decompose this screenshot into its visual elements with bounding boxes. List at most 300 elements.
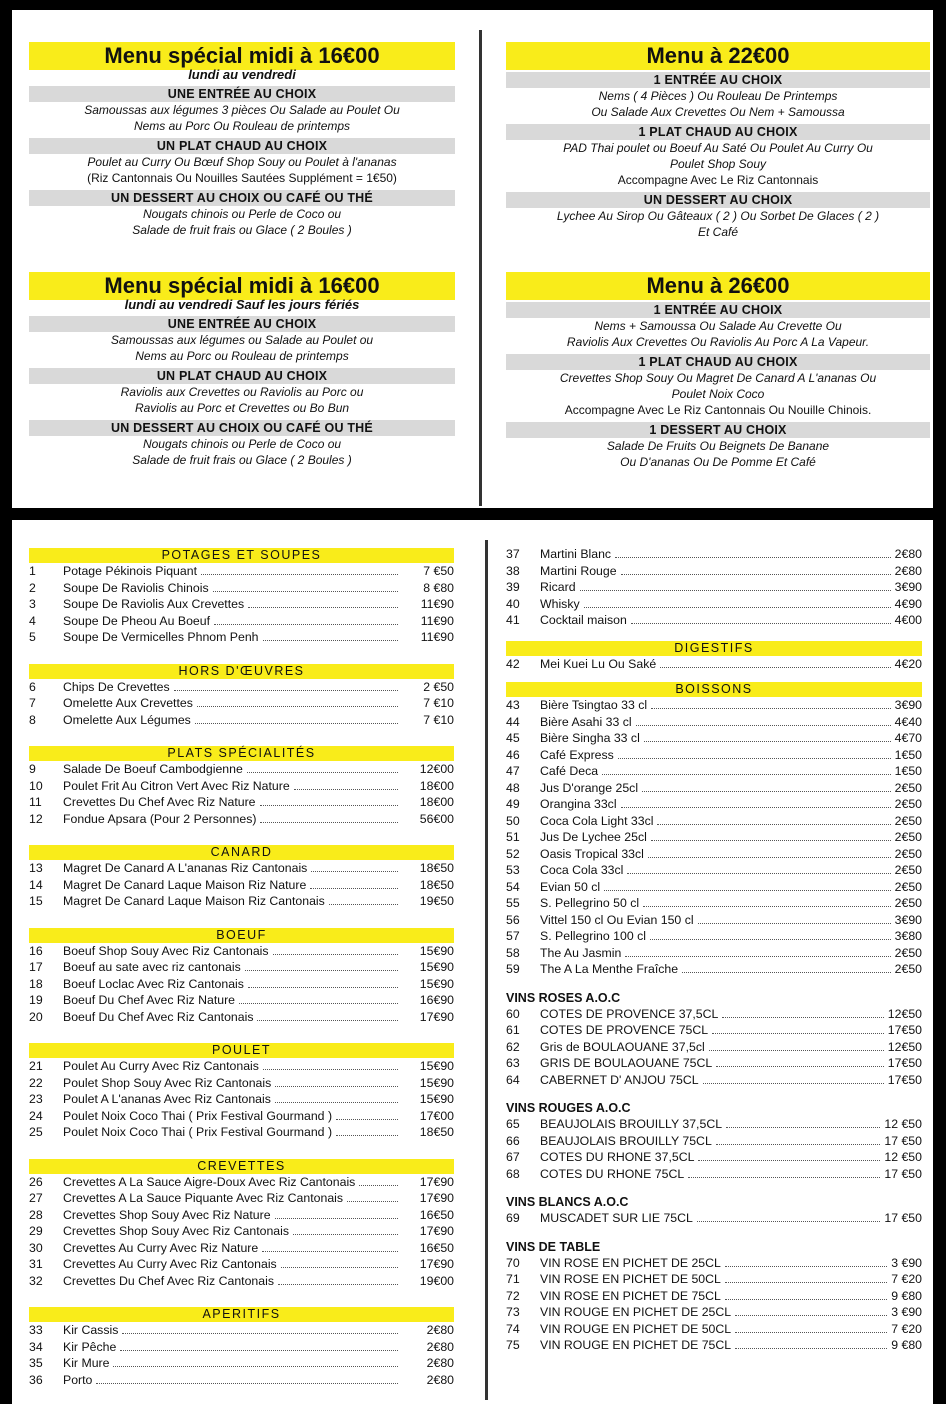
item-name: Poulet Noix Coco Thai ( Prix Festival Gourmand ) <box>63 1125 333 1139</box>
item-price: 9 €80 <box>891 1338 922 1352</box>
item-price: 15€90 <box>419 1075 454 1090</box>
item-price: 16€50 <box>419 1240 454 1255</box>
course-option-line: Nougats chinois ou Perle de Coco ou <box>142 437 342 451</box>
menu-item-row <box>506 656 922 673</box>
menu-item-row <box>29 1075 454 1092</box>
item-price: 2€80 <box>426 1356 454 1370</box>
item-number: 41 <box>506 613 520 627</box>
menu-section <box>29 1159 454 1290</box>
item-price: 17 €50 <box>884 1211 922 1225</box>
menu-midi-16-b <box>29 272 455 468</box>
item-name: Fondue Apsara (Pour 2 Personnes) <box>63 811 257 826</box>
item-name: Poulet Shop Souy Avec Riz Cantonais <box>63 1075 272 1090</box>
item-name: Vittel 150 cl Ou Evian 150 cl <box>540 912 694 927</box>
item-number: 56 <box>506 912 520 927</box>
item-number: 46 <box>506 747 520 762</box>
item-price: 2€80 <box>426 1323 454 1337</box>
dot-leader <box>621 565 891 575</box>
item-number: 71 <box>506 1272 520 1286</box>
menu-item-row <box>506 796 922 813</box>
dot-leader <box>615 548 891 558</box>
section-heading: VINS ROSES A.O.C <box>506 990 621 1005</box>
menu-item-row <box>29 1058 454 1075</box>
item-price: 12 €50 <box>884 1117 922 1131</box>
item-number: 34 <box>29 1339 43 1354</box>
item-name: VIN ROUGE EN PICHET DE 50CL <box>540 1321 732 1336</box>
dot-leader <box>213 582 398 592</box>
section-title: CREVETTES <box>29 1159 454 1174</box>
item-name: Jus D'orange 25cl <box>540 780 639 795</box>
item-number: 51 <box>506 830 520 844</box>
item-name: COTES DE PROVENCE 37,5CL <box>540 1006 719 1021</box>
item-name: Kir Mure <box>63 1356 110 1370</box>
item-number: 30 <box>29 1240 43 1255</box>
dot-leader <box>716 1135 881 1145</box>
item-name: Soupe De Raviolis Chinois <box>63 580 209 595</box>
menu-22 <box>506 42 930 240</box>
item-number: 63 <box>506 1056 520 1070</box>
item-number: 22 <box>29 1075 43 1090</box>
menu-item-row <box>506 945 922 962</box>
item-name: Kir Pêche <box>63 1339 117 1354</box>
menu-item-row <box>506 1271 922 1288</box>
dot-leader <box>281 1258 398 1268</box>
dot-leader <box>275 1093 398 1103</box>
section-heading: VINS BLANCS A.O.C <box>506 1195 629 1209</box>
menu-26 <box>506 272 930 470</box>
course-option-line: Nems ( 4 Pièces ) Ou Rouleau De Printemps <box>598 89 838 103</box>
item-number: 12 <box>29 811 43 826</box>
item-number: 31 <box>29 1257 43 1271</box>
item-name: BEAUJOLAIS BROUILLY 75CL <box>540 1133 712 1148</box>
carte-right-column <box>506 546 922 1354</box>
item-price: 2 €50 <box>423 679 454 694</box>
menu-item-row <box>506 1055 922 1072</box>
item-price: 2€50 <box>894 962 922 976</box>
section-title: HORS D'ŒUVRES <box>29 664 454 679</box>
carte-panel <box>12 520 933 1404</box>
item-price: 2€50 <box>894 780 922 795</box>
dot-leader <box>248 598 398 608</box>
item-price: 17€90 <box>419 1191 454 1205</box>
course-option-line: Lychee Au Sirop Ou Gâteaux ( 2 ) Ou Sorbet De Glaces ( 2 ) <box>556 209 880 223</box>
item-number: 58 <box>506 945 520 960</box>
item-price: 2€50 <box>894 863 922 877</box>
dot-leader <box>195 714 398 724</box>
dot-leader <box>660 658 890 668</box>
course-option-line: Raviolis aux Crevettes ou Raviolis au Porc ou <box>120 385 364 399</box>
course-heading: UN DESSERT AU CHOIX <box>506 192 930 208</box>
item-name: Coca Cola Light 33cl <box>540 813 654 828</box>
course-option-line: Nems + Samoussa Ou Salade Au Crevette Ou <box>594 319 842 333</box>
item-price: 7 €10 <box>423 696 454 710</box>
menu-item-row <box>29 563 454 580</box>
dot-leader <box>260 813 398 823</box>
item-price: 2€50 <box>894 813 922 828</box>
item-name: Bière Tsingtao 33 cl <box>540 698 648 712</box>
menu-subtitle: lundi au vendredi <box>188 67 296 82</box>
course-option-line: Nems au Porc Ou Rouleau de printemps <box>133 119 351 133</box>
item-price: 17€50 <box>887 1072 922 1087</box>
item-name: Soupe De Raviolis Aux Crevettes <box>63 597 245 611</box>
menu-section <box>506 546 922 629</box>
item-number: 7 <box>29 696 36 710</box>
item-number: 5 <box>29 630 36 644</box>
dot-leader <box>726 1118 880 1128</box>
menu-item-row <box>29 1339 454 1356</box>
item-number: 40 <box>506 596 520 611</box>
section-title: PLATS SPÉCIALITÉS <box>29 746 454 761</box>
item-number: 16 <box>29 943 43 958</box>
course-heading: 1 DESSERT AU CHOIX <box>506 422 930 438</box>
item-price: 2€80 <box>894 563 922 578</box>
item-price: 7 €20 <box>891 1272 922 1286</box>
menu-item-row <box>29 959 454 976</box>
item-price: 4€00 <box>894 613 922 627</box>
item-price: 17 €50 <box>884 1166 922 1181</box>
item-price: 17€90 <box>419 1224 454 1238</box>
item-number: 50 <box>506 813 520 828</box>
menu-section <box>506 1100 922 1182</box>
item-name: VIN ROSE EN PICHET DE 75CL <box>540 1288 721 1303</box>
item-number: 25 <box>29 1125 43 1139</box>
item-number: 27 <box>29 1191 43 1205</box>
item-name: Boeuf Du Chef Avec Riz Cantonais <box>63 1009 254 1024</box>
item-name: Boeuf Shop Souy Avec Riz Cantonais <box>63 943 269 958</box>
menu-item-row <box>29 794 454 811</box>
menu-item-row <box>506 1166 922 1183</box>
item-price: 2€50 <box>894 945 922 960</box>
item-number: 13 <box>29 861 43 875</box>
item-price: 18€50 <box>419 1125 454 1139</box>
carte-left-column <box>29 548 454 1388</box>
dot-leader <box>636 716 891 726</box>
course-option-line: Accompagne Avec Le Riz Cantonnais <box>617 173 819 187</box>
item-name: COTES DU RHONE 37,5CL <box>540 1150 695 1164</box>
course-heading: UN DESSERT AU CHOIX OU CAFÉ OU THÉ <box>29 420 455 436</box>
item-price: 4€20 <box>894 656 922 671</box>
item-name: Oasis Tropical 33cl <box>540 846 644 861</box>
dot-leader <box>648 848 891 858</box>
menu-section <box>29 845 454 910</box>
item-number: 1 <box>29 564 36 578</box>
menu-item-row <box>29 613 454 630</box>
menu-item-row <box>29 992 454 1009</box>
item-number: 43 <box>506 698 520 712</box>
item-number: 33 <box>29 1323 43 1337</box>
item-price: 15€90 <box>419 976 454 991</box>
menu-section <box>29 664 454 729</box>
course-option-line: (Riz Cantonnais Ou Nouilles Sautées Supplément = 1€50) <box>87 171 397 185</box>
menu-item-row <box>29 1190 454 1207</box>
item-name: Bière Asahi 33 cl <box>540 714 632 729</box>
dot-leader <box>275 1077 398 1087</box>
course-option-line: Samoussas aux légumes ou Salade au Poulet ou <box>110 333 374 347</box>
item-price: 11€90 <box>420 613 454 628</box>
dot-leader <box>245 961 398 971</box>
item-number: 20 <box>29 1009 43 1024</box>
item-price: 17€50 <box>887 1056 922 1070</box>
item-name: Boeuf au sate avec riz cantonais <box>63 960 241 974</box>
dot-leader <box>247 763 398 773</box>
item-number: 15 <box>29 894 43 908</box>
menu-item-row <box>506 928 922 945</box>
dot-leader <box>263 1060 398 1070</box>
item-name: S. Pellegrino 100 cl <box>540 929 646 943</box>
dot-leader <box>709 1041 884 1051</box>
menu-item-row <box>29 1256 454 1273</box>
item-name: Coca Cola 33cl <box>540 863 624 877</box>
item-number: 26 <box>29 1174 43 1189</box>
item-number: 32 <box>29 1273 43 1288</box>
item-price: 11€90 <box>420 630 454 644</box>
dot-leader <box>329 895 398 905</box>
item-price: 15€90 <box>419 1092 454 1106</box>
item-price: 4€70 <box>894 731 922 745</box>
item-name: Crevettes A La Sauce Aigre-Doux Avec Riz Cantonais <box>63 1174 356 1189</box>
item-name: MUSCADET SUR LIE 75CL <box>540 1211 693 1225</box>
item-price: 2€50 <box>894 830 922 844</box>
item-number: 64 <box>506 1072 520 1087</box>
menu-section <box>29 746 454 827</box>
item-price: 18€00 <box>419 795 454 809</box>
item-name: Boeuf Loclac Avec Riz Cantonais <box>63 976 244 991</box>
item-price: 18€50 <box>419 861 454 875</box>
course-heading: UNE ENTRÉE AU CHOIX <box>29 86 455 102</box>
dot-leader <box>725 1290 887 1300</box>
menu-item-row <box>29 1355 454 1372</box>
dot-leader <box>120 1341 398 1351</box>
dot-leader <box>698 914 891 924</box>
dot-leader <box>336 1126 398 1136</box>
dot-leader <box>651 831 891 841</box>
item-name: COTES DE PROVENCE 75CL <box>540 1023 709 1037</box>
item-price: 17 €50 <box>884 1133 922 1148</box>
dot-leader <box>239 994 398 1004</box>
section-title: POTAGES ET SOUPES <box>29 548 454 563</box>
dot-leader <box>310 879 398 889</box>
menu-item-row <box>506 546 922 563</box>
item-name: The Au Jasmin <box>540 945 622 960</box>
item-number: 67 <box>506 1150 520 1164</box>
course-heading: 1 ENTRÉE AU CHOIX <box>506 72 930 88</box>
item-name: VIN ROSE EN PICHET DE 25CL <box>540 1255 721 1270</box>
dot-leader <box>248 978 398 988</box>
item-price: 7 €50 <box>423 564 454 578</box>
menu-item-row <box>506 1337 922 1354</box>
dot-leader <box>96 1374 398 1384</box>
column-divider <box>485 540 488 1400</box>
course-option-line: Poulet Shop Souy <box>669 157 767 171</box>
item-price: 19€00 <box>419 1273 454 1288</box>
dot-leader <box>113 1357 398 1367</box>
menu-item-row <box>506 1116 922 1133</box>
menu-item-row <box>29 877 454 894</box>
item-price: 12 €50 <box>884 1150 922 1164</box>
item-price: 17€90 <box>419 1257 454 1271</box>
item-number: 65 <box>506 1117 520 1131</box>
item-price: 16€90 <box>419 993 454 1007</box>
item-number: 74 <box>506 1321 520 1336</box>
menu-section <box>29 1307 454 1388</box>
item-number: 21 <box>29 1059 43 1073</box>
item-name: Mei Kuei Lu Ou Saké <box>540 656 657 671</box>
item-name: Martini Blanc <box>540 547 612 561</box>
item-number: 72 <box>506 1288 520 1303</box>
menu-subtitle: lundi au vendredi Sauf les jours fériés <box>124 297 360 312</box>
section-title: BOEUF <box>29 928 454 943</box>
item-name: VIN ROUGE EN PICHET DE 75CL <box>540 1338 732 1352</box>
item-name: Orangina 33cl <box>540 797 617 811</box>
item-price: 3 €90 <box>891 1255 922 1270</box>
menu-item-row <box>506 714 922 731</box>
set-menus-panel <box>12 10 933 508</box>
item-number: 35 <box>29 1356 43 1370</box>
item-number: 66 <box>506 1133 520 1148</box>
item-name: Cocktail maison <box>540 613 627 627</box>
menu-item-row <box>506 1149 922 1166</box>
course-heading: 1 ENTRÉE AU CHOIX <box>506 302 930 318</box>
menu-item-row <box>29 629 454 646</box>
section-title: CANARD <box>29 845 454 860</box>
dot-leader <box>294 780 398 790</box>
dot-leader <box>293 1225 398 1235</box>
menu-item-row <box>29 778 454 795</box>
item-price: 3€90 <box>894 912 922 927</box>
item-number: 18 <box>29 976 43 991</box>
menu-item-row <box>29 976 454 993</box>
menu-title: Menu spécial midi à 16€00 <box>29 42 455 70</box>
dot-leader <box>336 1110 398 1120</box>
menu-section <box>506 641 922 673</box>
course-option-line: Raviolis au Porc et Crevettes ou Bo Bun <box>134 401 350 415</box>
dot-leader <box>697 1212 881 1222</box>
dot-leader <box>278 1275 398 1285</box>
item-number: 2 <box>29 580 36 595</box>
item-name: COTES DU RHONE 75CL <box>540 1166 685 1181</box>
menu-item-row <box>506 1288 922 1305</box>
item-number: 3 <box>29 597 36 611</box>
menu-item-row <box>29 1207 454 1224</box>
menu-section <box>506 1194 922 1227</box>
item-name: Crevettes Au Curry Avec Riz Nature <box>63 1240 259 1255</box>
menu-item-row <box>29 1273 454 1290</box>
item-name: Kir Cassis <box>63 1323 119 1337</box>
menu-section <box>506 990 922 1089</box>
item-price: 56€00 <box>419 811 454 826</box>
item-name: Poulet Frit Au Citron Vert Avec Riz Nature <box>63 778 290 793</box>
dot-leader <box>584 598 891 608</box>
dot-leader <box>604 881 890 891</box>
item-number: 23 <box>29 1092 43 1106</box>
item-number: 52 <box>506 846 520 861</box>
item-name: Jus De Lychee 25cl <box>540 830 647 844</box>
item-name: Crevettes Du Chef Avec Riz Cantonais <box>63 1273 274 1288</box>
item-name: Omelette Aux Légumes <box>63 712 191 727</box>
menu-item-row <box>29 695 454 712</box>
item-name: Ricard <box>540 580 576 594</box>
item-price: 3€80 <box>894 929 922 943</box>
menu-item-row <box>29 679 454 696</box>
menu-item-row <box>29 811 454 828</box>
menu-item-row <box>506 829 922 846</box>
dot-leader <box>703 1074 884 1084</box>
item-number: 36 <box>29 1372 43 1387</box>
dot-leader <box>263 631 399 641</box>
dot-leader <box>644 732 891 742</box>
dot-leader <box>657 815 890 825</box>
menu-item-row <box>506 1255 922 1272</box>
menu-item-row <box>506 862 922 879</box>
item-price: 4€40 <box>894 714 922 729</box>
menu-item-row <box>29 893 454 910</box>
item-name: Boeuf Du Chef Avec Riz Nature <box>63 993 236 1007</box>
section-heading: VINS DE TABLE <box>506 1239 601 1254</box>
menu-item-row <box>506 813 922 830</box>
dot-leader <box>725 1257 887 1267</box>
item-name: Café Deca <box>540 764 599 778</box>
menu-item-row <box>506 730 922 747</box>
menu-item-row <box>506 846 922 863</box>
menu-item-row <box>29 943 454 960</box>
dot-leader <box>735 1323 887 1333</box>
menu-item-row <box>29 1372 454 1389</box>
column-divider <box>479 30 482 506</box>
course-heading: UN PLAT CHAUD AU CHOIX <box>29 138 455 154</box>
item-number: 47 <box>506 764 520 778</box>
item-price: 17€00 <box>419 1108 454 1123</box>
item-number: 45 <box>506 731 520 745</box>
menu-item-row <box>29 1108 454 1125</box>
section-title: BOISSONS <box>506 682 922 697</box>
item-number: 57 <box>506 929 520 943</box>
menu-item-row <box>506 912 922 929</box>
menu-item-row <box>29 1124 454 1141</box>
menu-item-row <box>506 1321 922 1338</box>
dot-leader <box>174 681 398 691</box>
dot-leader <box>257 1011 398 1021</box>
item-name: Crevettes A La Sauce Piquante Avec Riz Cantonais <box>63 1191 344 1205</box>
menu-item-row <box>506 961 922 978</box>
menu-item-row <box>506 780 922 797</box>
course-option-line: Accompagne Avec Le Riz Cantonnais Ou Nouille Chinois. <box>564 403 872 417</box>
item-number: 48 <box>506 780 520 795</box>
menu-item-row <box>29 596 454 613</box>
menu-item-row <box>29 1091 454 1108</box>
menu-item-row <box>29 860 454 877</box>
item-number: 42 <box>506 656 520 671</box>
course-heading: UN DESSERT AU CHOIX OU CAFÉ OU THÉ <box>29 190 455 206</box>
menu-item-row <box>506 1039 922 1056</box>
course-option-line: Poulet Noix Coco <box>671 387 765 401</box>
item-price: 18€50 <box>419 877 454 892</box>
item-number: 75 <box>506 1338 520 1352</box>
item-price: 12€00 <box>419 762 454 776</box>
item-number: 39 <box>506 580 520 594</box>
menu-item-row <box>506 1304 922 1321</box>
item-number: 17 <box>29 960 43 974</box>
item-number: 55 <box>506 896 520 910</box>
item-price: 3 €90 <box>891 1305 922 1319</box>
section-title: DIGESTIFS <box>506 641 922 656</box>
item-number: 4 <box>29 613 36 628</box>
item-price: 8 €80 <box>423 580 454 595</box>
menu-item-row <box>506 1006 922 1023</box>
item-name: GRIS DE BOULAOUANE 75CL <box>540 1056 713 1070</box>
item-price: 11€90 <box>420 597 454 611</box>
item-name: Magret De Canard A L'ananas Riz Cantonais <box>63 861 308 875</box>
item-name: Martini Rouge <box>540 563 617 578</box>
